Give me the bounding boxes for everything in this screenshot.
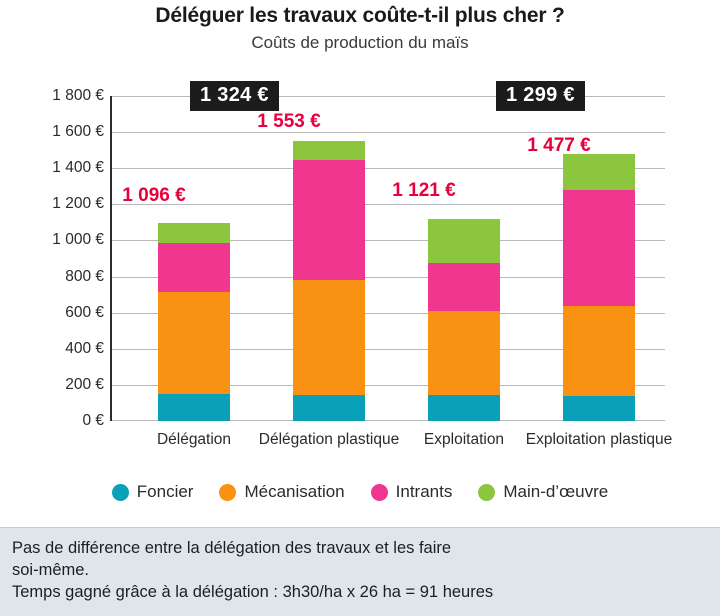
segment-foncier [158,394,230,421]
footer-note [0,527,720,616]
legend-dot-icon [478,484,495,501]
legend [0,482,720,502]
segment-foncier [563,396,635,421]
x-label-exploitation: Exploitation [423,431,505,448]
y-tick-1000: 1 000 € [52,231,104,249]
footer-line-2: soi-même. [12,561,90,579]
segment-intrants [428,263,500,311]
y-tick-600: 600 € [65,303,104,321]
legend-dot-icon [371,484,388,501]
segment-mecanisation [428,311,500,395]
legend-label: Intrants [395,482,453,501]
annotation-box-exploitation-average: 1 299 € [496,81,585,111]
bar-total-delegation: 1 096 € [122,185,186,206]
bar-delegation [158,223,230,421]
legend-item-intrants[interactable] [371,482,453,502]
segment-foncier [428,395,500,421]
bar-total-exploitation: 1 121 € [392,180,456,201]
legend-dot-icon [112,484,129,501]
y-tick-1200: 1 200 € [52,195,104,213]
bar-total-delegation-plastique: 1 553 € [257,111,321,132]
segment-mecanisation [293,280,365,394]
footer-line-1: Pas de différence entre la délégation des travaux et les faire [12,539,452,557]
segment-main-doeuvre [158,223,230,243]
bar-exploitation-plastique [563,154,635,421]
x-label-delegation-plastique: Délégation plastique [258,431,400,448]
legend-label: Main-d’œuvre [503,482,609,501]
bar-total-exploitation-plastique: 1 477 € [527,135,591,156]
segment-mecanisation [158,292,230,394]
gridline-1600 [110,132,665,133]
annotation-box-delegation-average: 1 324 € [190,81,279,111]
y-tick-1400: 1 400 € [52,159,104,177]
x-label-exploitation-plastique: Exploitation plastique [525,431,673,448]
legend-item-main-doeuvre[interactable] [478,482,608,502]
footer-line-3: Temps gagné grâce à la délégation : 3h30/ha x 26 ha = 91 heures [12,583,494,601]
legend-label: Foncier [136,482,194,501]
y-axis-labels [0,87,104,429]
legend-item-mecanisation[interactable] [219,482,344,502]
y-axis [110,96,112,421]
bar-exploitation [428,219,500,421]
segment-intrants [158,243,230,292]
segment-main-doeuvre [293,141,365,161]
y-tick-400: 400 € [65,339,104,357]
y-tick-0: 0 € [82,412,104,429]
y-tick-1600: 1 600 € [52,123,104,141]
segment-intrants [293,160,365,280]
segment-foncier [293,395,365,421]
y-tick-800: 800 € [65,267,104,285]
x-label-delegation: Délégation [156,431,232,448]
segment-main-doeuvre [428,219,500,263]
segment-mecanisation [563,306,635,396]
legend-label: Mécanisation [244,482,345,501]
legend-item-foncier[interactable] [112,482,194,502]
segment-main-doeuvre [563,154,635,189]
legend-dot-icon [219,484,236,501]
chart-subtitle: Coûts de production du maïs [251,33,469,52]
y-tick-200: 200 € [65,375,104,393]
segment-intrants [563,190,635,306]
y-tick-1800: 1 800 € [52,87,104,104]
page-title: Déléguer les travaux coûte-t-il plus cher ? [155,4,565,27]
